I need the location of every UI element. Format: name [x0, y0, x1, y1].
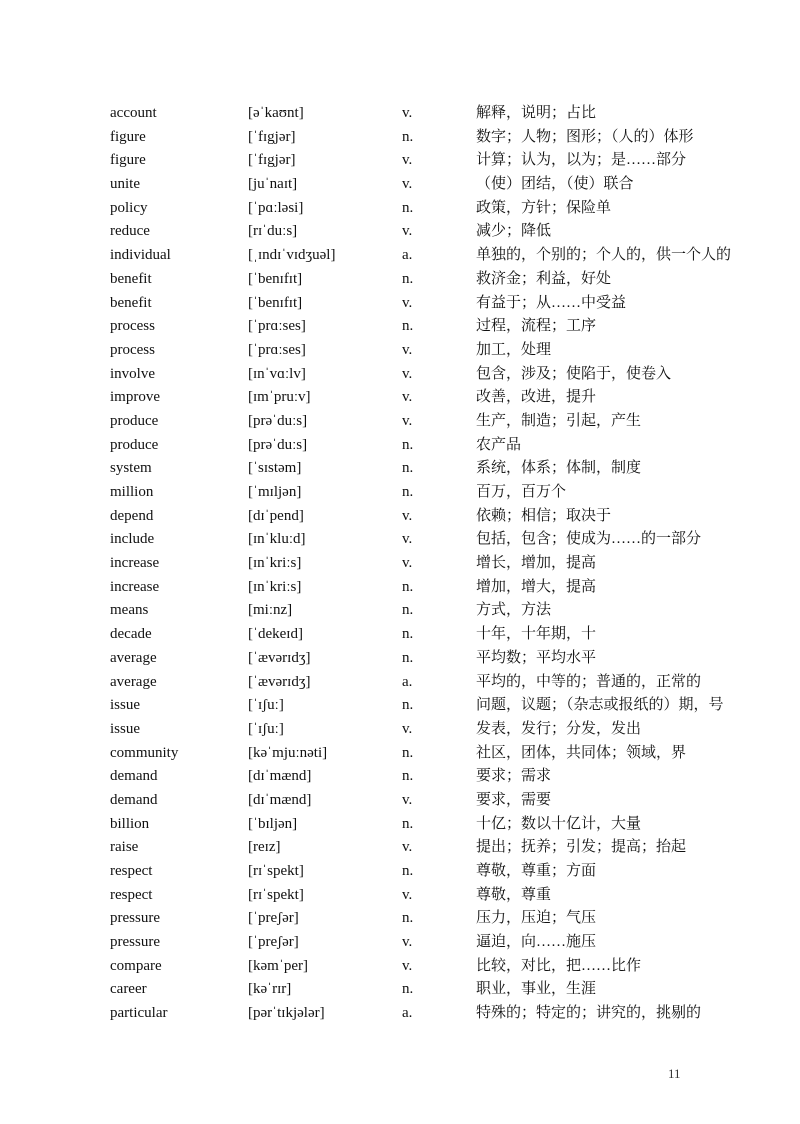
vocab-row	[110, 623, 780, 647]
vocab-phonetic: [dɪˈmænd]	[248, 768, 312, 785]
vocab-meaning: 救济金；利益，好处	[476, 270, 612, 287]
vocab-row	[110, 860, 780, 884]
vocab-phonetic: [ˈdekeɪd]	[248, 626, 303, 643]
vocab-word: respect	[110, 886, 153, 903]
vocab-part-of-speech: n.	[402, 815, 414, 832]
vocab-word: involve	[110, 365, 155, 382]
vocab-row	[110, 220, 780, 244]
vocab-meaning: 比较，对比，把……比作	[476, 957, 642, 974]
vocab-row	[110, 363, 780, 387]
vocab-meaning: 包括，包含；使成为……的一部分	[476, 531, 702, 548]
vocab-meaning: 要求，需要	[476, 791, 552, 808]
vocab-part-of-speech: v.	[402, 152, 413, 169]
vocab-part-of-speech: v.	[402, 720, 413, 737]
vocab-row	[110, 694, 780, 718]
vocab-row	[110, 884, 780, 908]
vocab-row	[110, 481, 780, 505]
vocab-phonetic: [ɪnˈkluːd]	[248, 531, 306, 548]
vocab-meaning: 要求；需求	[476, 768, 552, 785]
vocab-row	[110, 173, 780, 197]
vocab-part-of-speech: v.	[402, 531, 413, 548]
vocab-part-of-speech: v.	[402, 176, 413, 193]
vocab-phonetic: [ɪmˈpruːv]	[248, 389, 311, 406]
vocab-part-of-speech: n.	[402, 697, 414, 714]
vocab-part-of-speech: n.	[402, 910, 414, 927]
vocab-word: depend	[110, 507, 154, 524]
vocab-word: policy	[110, 199, 148, 216]
vocab-phonetic: [prəˈduːs]	[248, 436, 308, 453]
vocab-row	[110, 765, 780, 789]
vocab-part-of-speech: n.	[402, 768, 414, 785]
vocab-phonetic: [ˈfɪgjər]	[248, 152, 296, 169]
vocab-phonetic: [miːnz]	[248, 602, 293, 619]
vocab-meaning: 单独的，个别的；个人的，供一个人的	[476, 247, 732, 264]
vocab-word: produce	[110, 412, 159, 429]
vocab-row	[110, 931, 780, 955]
vocab-meaning: 农产品	[476, 436, 522, 453]
vocab-phonetic: [ˈmɪljən]	[248, 484, 302, 500]
vocab-phonetic: [kəˈmjuːnəti]	[248, 744, 328, 761]
vocab-meaning: 政策，方针；保险单	[476, 199, 612, 216]
vocab-meaning: 尊敬，尊重	[476, 886, 552, 903]
vocab-part-of-speech: v.	[402, 791, 413, 808]
vocab-phonetic: [ˈævərɪdʒ]	[248, 673, 311, 690]
vocab-row	[110, 742, 780, 766]
vocab-part-of-speech: a.	[402, 247, 413, 264]
vocab-meaning: 提出；抚养；引发；提高；抬起	[476, 839, 687, 856]
vocab-part-of-speech: n.	[402, 578, 414, 595]
vocab-meaning: 方式，方法	[476, 602, 552, 619]
vocab-row	[110, 528, 780, 552]
vocab-word: decade	[110, 626, 152, 643]
vocab-part-of-speech: v.	[402, 412, 413, 429]
vocab-part-of-speech: n.	[402, 460, 414, 477]
vocab-meaning: 有益于；从……中受益	[476, 294, 627, 311]
vocab-phonetic: [reɪz]	[248, 839, 281, 856]
vocab-meaning: 包含，涉及；使陷于，使卷入	[476, 365, 672, 382]
vocab-row	[110, 505, 780, 529]
vocab-meaning: 平均数；平均水平	[476, 649, 597, 666]
vocab-part-of-speech: a.	[402, 1005, 413, 1022]
vocab-part-of-speech: n.	[402, 981, 414, 998]
vocab-part-of-speech: n.	[402, 863, 414, 879]
vocab-phonetic: [pərˈtɪkjələr]	[248, 1005, 325, 1022]
vocab-meaning: 减少；降低	[476, 223, 552, 240]
vocab-word: means	[110, 602, 149, 619]
vocab-meaning: 职业，事业，生涯	[476, 981, 597, 998]
vocab-row	[110, 671, 780, 695]
vocab-row	[110, 836, 780, 860]
vocab-meaning: 加工，处理	[476, 341, 552, 358]
vocab-meaning: 生产，制造；引起，产生	[476, 412, 642, 429]
vocab-part-of-speech: n.	[402, 626, 414, 643]
vocab-meaning: 计算；认为，以为；是……部分	[476, 152, 687, 169]
vocab-word: system	[110, 460, 152, 477]
vocab-word: benefit	[110, 270, 152, 287]
vocab-word: process	[110, 318, 155, 335]
vocab-phonetic: [rɪˈduːs]	[248, 223, 298, 240]
vocab-meaning: 平均的，中等的；普通的，正常的	[476, 673, 702, 690]
vocab-meaning: 尊敬，尊重；方面	[476, 863, 597, 879]
vocab-phonetic: [prəˈduːs]	[248, 412, 308, 429]
vocab-word: pressure	[110, 934, 160, 951]
vocab-phonetic: [ˈbenɪfɪt]	[248, 294, 303, 311]
vocab-phonetic: [ˈpɑːləsi]	[248, 199, 304, 216]
vocab-phonetic: [rɪˈspekt]	[248, 863, 304, 879]
vocab-phonetic: [ˈævərɪdʒ]	[248, 649, 311, 666]
vocab-word: figure	[110, 128, 146, 145]
vocab-part-of-speech: v.	[402, 934, 413, 951]
vocab-word: increase	[110, 555, 160, 572]
vocab-meaning: 压力，压迫；气压	[476, 910, 597, 927]
vocab-phonetic: [ˌɪndɪˈvɪdʒuəl]	[248, 247, 336, 264]
vocab-row	[110, 647, 780, 671]
page-number: 11	[668, 1066, 681, 1081]
vocab-row	[110, 434, 780, 458]
vocab-row	[110, 149, 780, 173]
vocab-word: community	[110, 744, 179, 761]
vocab-word: million	[110, 484, 154, 500]
vocab-row	[110, 907, 780, 931]
vocab-word: unite	[110, 176, 140, 193]
vocab-meaning: 问题，议题；（杂志或报纸的）期，号	[476, 697, 724, 714]
vocab-phonetic: [ˈɪʃuː]	[248, 697, 284, 714]
vocab-meaning: 增加，增大，提高	[476, 578, 597, 595]
vocab-part-of-speech: v.	[402, 507, 413, 524]
vocab-phonetic: [ɪnˈkriːs]	[248, 555, 302, 572]
vocab-word: process	[110, 341, 155, 358]
vocab-phonetic: [ˈprɑːses]	[248, 318, 306, 335]
vocab-row	[110, 315, 780, 339]
vocab-word: raise	[110, 839, 139, 856]
vocab-word: individual	[110, 247, 171, 264]
vocab-word: respect	[110, 863, 153, 879]
vocab-meaning: 十亿；数以十亿计，大量	[476, 815, 642, 832]
vocab-meaning: 发表，发行；分发，发出	[476, 720, 642, 737]
vocab-word: increase	[110, 578, 160, 595]
vocab-part-of-speech: v.	[402, 389, 413, 406]
vocab-phonetic: [rɪˈspekt]	[248, 886, 304, 903]
vocab-row	[110, 244, 780, 268]
vocab-word: particular	[110, 1005, 168, 1022]
vocab-word: benefit	[110, 294, 152, 311]
vocab-meaning: 十年，十年期，十	[476, 626, 597, 643]
vocab-meaning: 增长，增加，提高	[476, 555, 597, 572]
vocab-phonetic: [juˈnaɪt]	[248, 176, 298, 193]
vocab-word: account	[110, 105, 157, 121]
vocab-phonetic: [dɪˈmænd]	[248, 791, 312, 808]
vocab-row	[110, 576, 780, 600]
vocab-word: career	[110, 981, 147, 998]
vocab-row	[110, 292, 780, 316]
vocab-word: compare	[110, 957, 162, 974]
vocab-part-of-speech: v.	[402, 365, 413, 382]
vocab-part-of-speech: v.	[402, 294, 413, 311]
vocab-meaning: 解释，说明；占比	[476, 105, 597, 121]
vocab-row	[110, 126, 780, 150]
vocab-meaning: 过程，流程；工序	[476, 318, 597, 335]
vocab-phonetic: [ˈfɪgjər]	[248, 128, 296, 145]
vocab-part-of-speech: v.	[402, 886, 413, 903]
vocab-word: reduce	[110, 223, 150, 240]
vocab-part-of-speech: v.	[402, 341, 413, 358]
vocab-phonetic: [ˈsɪstəm]	[248, 460, 302, 477]
vocabulary-list	[110, 102, 780, 1026]
vocab-part-of-speech: n.	[402, 649, 414, 666]
vocab-phonetic: [ɪnˈkriːs]	[248, 578, 302, 595]
vocab-part-of-speech: n.	[402, 484, 414, 500]
vocab-word: produce	[110, 436, 159, 453]
vocab-meaning: 社区，团体，共同体；领域，界	[476, 744, 687, 761]
vocab-row	[110, 197, 780, 221]
vocab-part-of-speech: n.	[402, 128, 414, 145]
vocab-row	[110, 339, 780, 363]
vocab-phonetic: [ˈpreʃər]	[248, 910, 299, 927]
vocab-phonetic: [kəmˈper]	[248, 957, 308, 974]
vocab-meaning: 依赖；相信；取决于	[476, 507, 612, 524]
vocab-phonetic: [ɪnˈvɑːlv]	[248, 365, 306, 382]
vocab-row	[110, 268, 780, 292]
vocab-word: figure	[110, 152, 146, 169]
vocab-row	[110, 1002, 780, 1026]
vocab-part-of-speech: v.	[402, 957, 413, 974]
vocab-meaning: 百万，百万个	[476, 484, 567, 500]
vocab-part-of-speech: a.	[402, 673, 413, 690]
vocab-word: pressure	[110, 910, 160, 927]
vocab-part-of-speech: n.	[402, 270, 414, 287]
vocab-row	[110, 102, 780, 126]
vocab-meaning: 逼迫，向……施压	[476, 934, 597, 951]
vocab-row	[110, 978, 780, 1002]
vocab-meaning: 特殊的；特定的；讲究的，挑剔的	[476, 1005, 702, 1022]
vocab-phonetic: [ˈbɪljən]	[248, 815, 298, 832]
vocab-meaning: 改善，改进，提升	[476, 389, 597, 406]
vocab-phonetic: [kəˈrɪr]	[248, 981, 292, 998]
vocab-word: average	[110, 649, 157, 666]
vocab-word: include	[110, 531, 155, 548]
vocab-phonetic: [dɪˈpend]	[248, 507, 304, 524]
vocab-row	[110, 386, 780, 410]
vocab-part-of-speech: n.	[402, 744, 414, 761]
vocab-part-of-speech: v.	[402, 105, 413, 121]
vocab-word: billion	[110, 815, 150, 832]
vocab-meaning: 系统，体系；体制，制度	[476, 460, 642, 477]
vocab-row	[110, 789, 780, 813]
vocab-phonetic: [ˈpreʃər]	[248, 934, 299, 951]
vocab-row	[110, 813, 780, 837]
vocab-row	[110, 955, 780, 979]
vocab-meaning: 数字；人物；图形；（人的）体形	[476, 128, 694, 145]
vocab-word: demand	[110, 768, 158, 785]
vocab-word: issue	[110, 720, 140, 737]
vocab-phonetic: [ˈbenɪfɪt]	[248, 270, 303, 287]
vocab-part-of-speech: n.	[402, 199, 414, 216]
vocab-part-of-speech: n.	[402, 436, 414, 453]
vocab-row	[110, 599, 780, 623]
vocab-row	[110, 552, 780, 576]
vocab-phonetic: [ˈɪʃuː]	[248, 720, 284, 737]
vocab-part-of-speech: n.	[402, 602, 414, 619]
vocab-phonetic: [əˈkaʊnt]	[248, 105, 304, 121]
vocab-row	[110, 457, 780, 481]
vocab-part-of-speech: n.	[402, 318, 414, 335]
vocab-word: average	[110, 673, 157, 690]
vocab-phonetic: [ˈprɑːses]	[248, 341, 306, 358]
vocab-word: issue	[110, 697, 140, 714]
vocab-word: improve	[110, 389, 160, 406]
vocab-part-of-speech: v.	[402, 839, 413, 856]
vocab-meaning: （使）团结，（使）联合	[476, 176, 634, 193]
vocab-row	[110, 718, 780, 742]
vocab-part-of-speech: v.	[402, 555, 413, 572]
vocab-part-of-speech: v.	[402, 223, 413, 240]
vocab-row	[110, 410, 780, 434]
vocab-word: demand	[110, 791, 158, 808]
